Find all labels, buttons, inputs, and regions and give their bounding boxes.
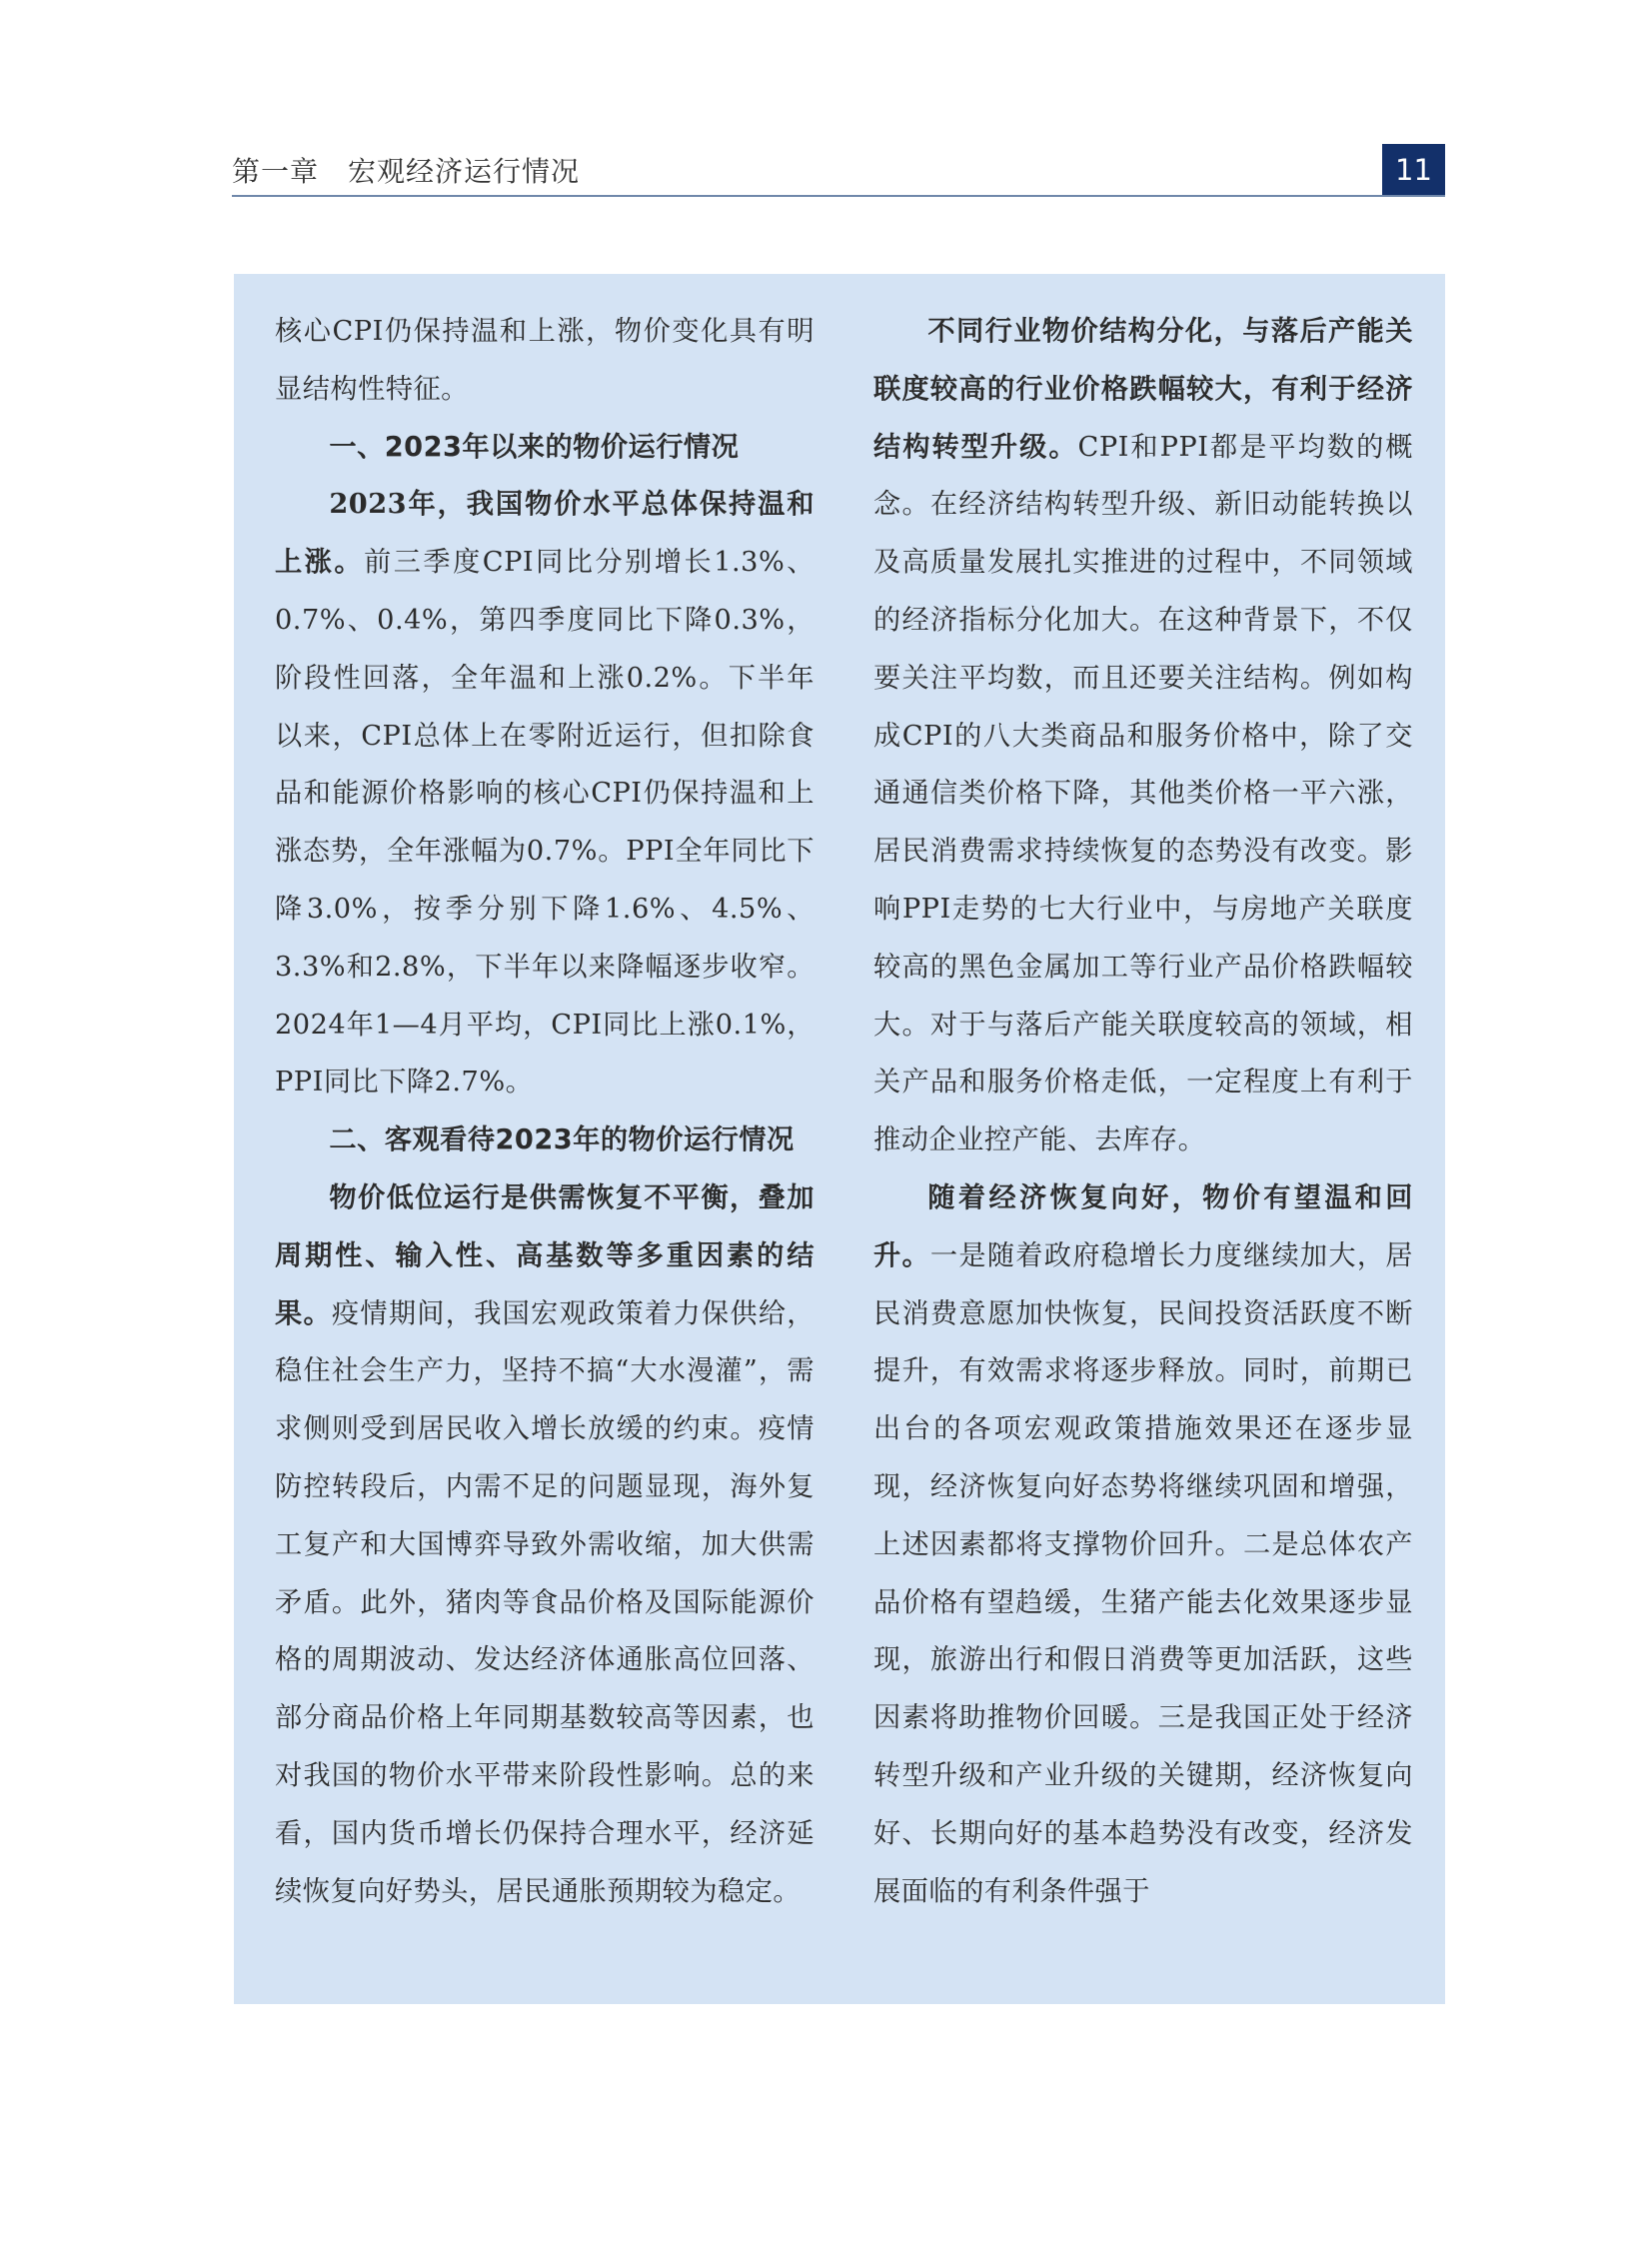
chapter-title: 第一章 宏观经济运行情况 [232, 155, 581, 188]
paragraph-lead: 不同行业物价结构分化，与落后产能关联度较高的行业价格跌幅较大，有利于经济结构转型升级。 [873, 315, 1413, 463]
paragraph [873, 303, 1413, 1169]
section-heading: 二、客观看待2023年的物价运行情况 [329, 1124, 795, 1156]
left-column [275, 303, 815, 1920]
paragraph-body: 疫情期间，我国宏观政策着力保供给，稳住社会生产力，坚持不搞“大水漫灌”，需求侧则受到居民收入增长放缓的约束。疫情防控转段后，内需不足的问题显现，海外复工复产和大国博弈导致外需收缩，加大供需矛盾。此外，猪肉等食品价格及国际能源价格的周期波动、发达经济体通胀高位回落、部分商品价格上年同期基数较高等因素，也对我国的物价水平带来阶段性影响。总的来看，国内货币增长仍保持合理水平，经济延续恢复向好势头，居民通胀预期较为稳定。 [275, 1297, 815, 1907]
page-number-badge: 11 [1382, 144, 1445, 196]
paragraph [275, 1169, 815, 1920]
right-column [873, 303, 1413, 1920]
paragraph-lead: 物价低位运行是供需恢复不平衡，叠加周期性、输入性、高基数等多重因素的结果。 [275, 1180, 815, 1329]
paragraph-body: 前三季度CPI同比分别增长1.3%、0.7%、0.4%，第四季度同比下降0.3%，阶段性回落，全年温和上涨0.2%。下半年以来，CPI总体上在零附近运行，但扣除食品和能源价格影响的核心CPI仍保持温和上涨态势，全年涨幅为0.7%。PPI全年同比下降3.0%，按季分别下降1.6%、4.5%、3.3%和2.8%，下半年以来降幅逐步收窄。2024年1—4月平均，CPI同比上涨0.1%，PPI同比下降2.7%。 [275, 547, 815, 1099]
shaded-text-box [234, 274, 1445, 2004]
paragraph-lead: 2023年，我国物价水平总体保持温和上涨。 [275, 488, 815, 579]
paragraph-body: 一是随着政府稳增长力度继续加大，居民消费意愿加快恢复，民间投资活跃度不断提升，有效需求将逐步释放。同时，前期已出台的各项宏观政策措施效果还在逐步显现，经济恢复向好态势将继续巩固和增强，上述因素都将支撑物价回升。二是总体农产品价格有望趋缓，生猪产能去化效果逐步显现，旅游出行和假日消费等更加活跃，这些因素将助推物价回暖。三是我国正处于经济转型升级和产业升级的关键期，经济恢复向好、长期向好的基本趋势没有改变，经济发展面临的有利条件强于 [873, 1239, 1413, 1907]
paragraph [275, 476, 815, 1112]
page-header [232, 144, 1445, 196]
paragraph-lead: 随着经济恢复向好，物价有望温和回升。 [873, 1180, 1413, 1271]
paragraph [873, 1169, 1413, 1920]
paragraph-body: CPI和PPI都是平均数的概念。在经济结构转型升级、新旧动能转换以及高质量发展扎实推进的过程中，不同领域的经济指标分化加大。在这种背景下，不仅要关注平均数，而且还要关注结构。例如构成CPI的八大类商品和服务价格中，除了交通通信类价格下降，其他类价格一平六涨，居民消费需求持续恢复的态势没有改变。影响PPI走势的七大行业中，与房地产关联度较高的黑色金属加工等行业产品价格跌幅较大。对于与落后产能关联度较高的领域，相关产品和服务价格走低，一定程度上有利于推动企业控产能、去库存。 [873, 431, 1413, 1156]
paragraph: 核心CPI仍保持温和上涨，物价变化具有明显结构性特征。 [275, 316, 815, 405]
header-rule [232, 195, 1445, 197]
section-heading: 一、2023年以来的物价运行情况 [329, 431, 740, 463]
